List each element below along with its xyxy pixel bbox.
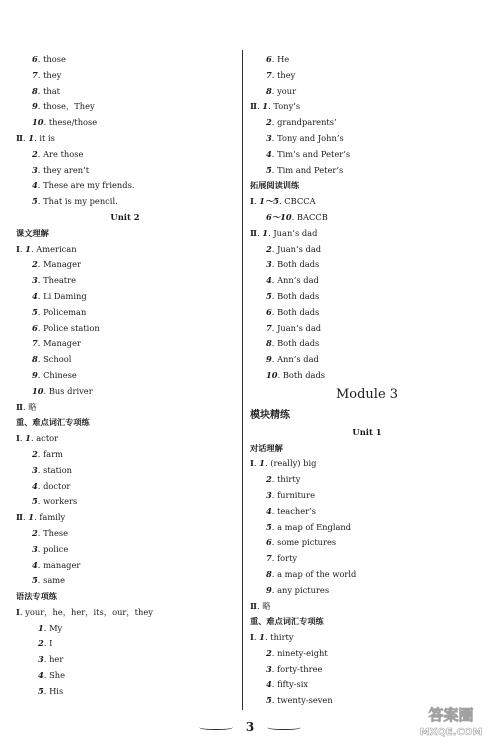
answer-line: 7. they [32, 69, 62, 80]
item-number: 2 [32, 448, 38, 459]
answer-line: 4. Ann’s dad [266, 275, 319, 286]
answer-line: Ⅱ. 1. Tony’s [250, 101, 301, 112]
answer-line: 8. your [266, 85, 297, 96]
answer-text: Policeman [43, 306, 87, 317]
answer-text: they aren’t [43, 164, 90, 175]
answer-line: 3. station [32, 464, 72, 475]
answer-text: She [49, 670, 65, 681]
answer-text: they [43, 69, 62, 80]
item-number: 3 [32, 275, 38, 286]
answer-text: manager [43, 559, 81, 570]
answer-text: These are my friends. [43, 180, 135, 191]
item-number: 1 [262, 227, 269, 238]
item-number: 6 [266, 537, 272, 548]
answer-line: 9. those，They [32, 101, 95, 112]
answer-line: 5. same [32, 575, 66, 586]
answer-line: 4. teacher’s [266, 505, 317, 516]
answer-text: farm [43, 448, 63, 459]
answer-text: family [39, 512, 66, 523]
answer-text: teacher’s [277, 505, 317, 516]
item-number: 1 [28, 132, 35, 143]
answer-text: Juan’s dad [277, 322, 322, 333]
answer-line: Ⅱ. 略 [16, 401, 37, 412]
item-number: 1 [38, 622, 44, 633]
answer-text: Tony and John’s [277, 132, 344, 143]
answer-text: Both dads [277, 338, 320, 349]
answer-text: they [277, 69, 296, 80]
item-number: 9 [266, 354, 272, 365]
answer-line: 5. Both dads [266, 290, 320, 301]
answer-text: That is my pencil. [43, 196, 118, 207]
answer-text: actor [36, 433, 59, 444]
item-number: 8 [266, 85, 272, 96]
answer-text: that [43, 85, 61, 96]
item-number: 3 [266, 489, 272, 500]
answer-text: Li Daming [43, 290, 87, 301]
answer-text: Theatre [43, 275, 77, 286]
answer-text: some pictures [277, 537, 337, 548]
answer-line: 7. forty [266, 553, 298, 564]
answer-line: 3. furniture [266, 489, 315, 500]
item-number: 5 [32, 196, 38, 207]
answer-line: Ⅰ. 1. thirty [250, 632, 294, 643]
answer-text: same [43, 575, 66, 586]
answer-text: ninety-eight [277, 647, 328, 658]
answer-text: Both dads [277, 259, 320, 270]
item-number: 2 [266, 243, 272, 254]
section-numeral: Ⅰ [250, 458, 254, 469]
item-number: 1 [259, 632, 265, 643]
section-heading: 重、难点词汇专项练 [16, 417, 90, 428]
answer-text: Manager [43, 338, 81, 349]
left-ornament-icon [199, 723, 233, 730]
answer-text: Manager [43, 259, 81, 270]
answer-line: 6. some pictures [266, 537, 337, 548]
item-number: 8 [266, 568, 272, 579]
answer-line: 2. thirty [266, 474, 301, 485]
answer-line: 7. they [266, 69, 296, 80]
answer-text: her [49, 654, 64, 665]
answer-text: those [43, 54, 66, 64]
item-number: 5 [266, 695, 272, 706]
item-number: 3 [266, 132, 272, 143]
item-number: 4 [32, 480, 38, 491]
answer-line: 1. My [38, 622, 63, 633]
item-number: 1 [259, 458, 265, 469]
section-numeral: Ⅱ [250, 227, 257, 238]
answer-line: 4. fifty-six [266, 679, 309, 690]
answer-text: forty [277, 553, 298, 564]
answer-text: CBCCA [284, 196, 316, 207]
answer-line: 9. Ann’s dad [266, 354, 319, 365]
section-numeral: Ⅱ [16, 401, 23, 412]
answer-text: Tony’s [273, 101, 301, 112]
answer-line: Ⅰ. 1. American [16, 243, 77, 254]
item-number: 8 [266, 338, 272, 349]
answer-text: Juan’s dad [277, 243, 322, 254]
column-divider [242, 50, 243, 710]
item-number: 4 [266, 148, 272, 159]
item-number: 4 [266, 275, 272, 286]
answer-text: Both dads [277, 306, 320, 317]
item-number: 1～5 [259, 196, 280, 207]
answer-line: 5. Tim and Peter’s [266, 164, 344, 175]
watermark-logo-icon [410, 703, 492, 739]
svg-text:答案圈: 答案圈 [428, 706, 474, 724]
answer-line: 8. Both dads [266, 338, 320, 349]
answer-line: 10. Both dads [266, 369, 326, 380]
answer-text: these/those [48, 117, 98, 128]
item-number: 9 [32, 369, 38, 380]
item-number: 1 [262, 101, 269, 112]
answer-line: 5. That is my pencil. [32, 196, 118, 207]
answer-line: 4. She [38, 670, 65, 681]
unit-title: Unit 2 [110, 211, 140, 222]
section-numeral: Ⅱ [16, 132, 23, 143]
item-number: 9 [32, 101, 38, 112]
answer-line: 9. any pictures [266, 584, 330, 595]
item-number: 4 [32, 559, 38, 570]
answer-text: any pictures [277, 584, 330, 595]
answer-text: Are those [43, 148, 84, 159]
item-number: 7 [266, 322, 272, 333]
answer-text: He [277, 54, 290, 64]
answer-line: 3. her [38, 654, 64, 665]
item-number: 10 [266, 369, 278, 380]
answer-text: American [36, 243, 77, 254]
item-number: 2 [32, 148, 38, 159]
answer-text: it is [39, 132, 55, 143]
answer-line: 3. police [32, 543, 69, 554]
item-number: 5 [32, 306, 38, 317]
section-numeral: Ⅰ [16, 606, 20, 617]
answer-line: 2. These [32, 527, 69, 538]
item-number: 10 [32, 385, 44, 396]
page-number: 3 [245, 720, 255, 734]
section-heading: 拓展阅读训练 [250, 180, 300, 191]
item-number: 9 [266, 584, 272, 595]
answer-text: station [43, 464, 72, 475]
answer-text: those，They [43, 101, 95, 112]
section-heading: 模块精练 [250, 409, 290, 421]
answer-line: 3. they aren’t [32, 164, 90, 175]
answer-text: furniture [277, 489, 315, 500]
item-number: 3 [38, 654, 44, 665]
answer-text: police [43, 543, 69, 554]
answer-line: 2. ninety-eight [266, 647, 328, 658]
answer-line: 5. workers [32, 496, 78, 507]
answer-text: thirty [270, 632, 294, 643]
item-number: 4 [266, 505, 272, 516]
answer-line: 6. those [32, 54, 66, 64]
item-number: 5 [32, 496, 38, 507]
answer-line: Ⅱ. 1. Juan’s dad [250, 227, 318, 238]
item-number: 2 [266, 647, 272, 658]
answer-text: Ann’s dad [277, 275, 319, 286]
item-number: 1 [28, 512, 35, 523]
item-number: 1 [25, 433, 31, 444]
answer-line: Ⅰ. 1. actor [16, 433, 59, 444]
item-number: 5 [32, 575, 38, 586]
item-number: 7 [266, 69, 272, 80]
item-number: 7 [32, 338, 38, 349]
answer-text: My [49, 622, 63, 633]
answer-text: His [49, 685, 64, 696]
answer-line: Ⅱ. 略 [250, 600, 271, 611]
answer-text: Chinese [43, 369, 77, 380]
answer-line: 2. grandparents’ [266, 117, 337, 128]
answer-text: (really) big [270, 458, 317, 469]
answer-line: 5. a map of England [266, 521, 352, 532]
right-ornament-icon [267, 723, 301, 730]
answer-line: 6. Both dads [266, 306, 320, 317]
answer-line: 6. He [266, 54, 290, 64]
answer-text: Tim’s and Peter’s [277, 148, 351, 159]
answer-text: Juan’s dad [273, 227, 318, 238]
section-numeral: Ⅱ [250, 600, 257, 611]
right-column [250, 52, 484, 709]
answer-line: 5. His [38, 685, 64, 696]
answer-line: 2. I [38, 638, 53, 649]
answer-line: 3. Theatre [32, 275, 77, 286]
item-number: 7 [32, 69, 38, 80]
answer-line: 4. doctor [32, 480, 71, 491]
answer-text: Both dads [282, 369, 326, 380]
item-number: 6 [32, 322, 38, 333]
item-number: 4 [266, 679, 272, 690]
answer-line: 4. Li Daming [32, 290, 87, 301]
item-number: 5 [38, 685, 44, 696]
section-numeral: Ⅰ [250, 196, 254, 207]
answer-line: 6. Police station [32, 322, 100, 333]
item-number: 4 [32, 180, 38, 191]
item-number: 8 [32, 85, 38, 96]
answer-line: 2. farm [32, 448, 63, 459]
answer-line: Ⅰ. 1～5. CBCCA [250, 196, 316, 207]
answer-text: 略 [28, 401, 37, 412]
answer-text: These [43, 527, 69, 538]
answer-text: workers [43, 496, 78, 507]
item-number: 3 [32, 164, 38, 175]
answer-line: 8. a map of the world [266, 568, 357, 579]
answer-line: 9. Chinese [32, 369, 77, 380]
answer-line: 5. twenty-seven [266, 695, 333, 706]
answer-line: 2. Juan’s dad [266, 243, 322, 254]
answer-text: 略 [262, 600, 271, 611]
answer-line: Ⅰ. 1. (really) big [250, 458, 317, 469]
answer-text: I [49, 638, 53, 649]
answer-line: 4. Tim’s and Peter’s [266, 148, 351, 159]
answer-line: Ⅱ. 1. it is [16, 132, 55, 143]
section-heading: 语法专项练 [16, 591, 57, 602]
answer-line: 6～10. BACCB [266, 211, 328, 222]
answer-text: a map of England [277, 521, 352, 532]
answer-text: Tim and Peter’s [277, 164, 344, 175]
item-number: 2 [38, 638, 44, 649]
item-number: 5 [266, 164, 272, 175]
section-numeral: Ⅱ [16, 512, 23, 523]
answer-line: 7. Manager [32, 338, 81, 349]
item-number: 1 [25, 243, 31, 254]
item-number: 2 [266, 117, 272, 128]
section-numeral: Ⅰ [250, 632, 254, 643]
item-number: 5 [266, 521, 272, 532]
section-heading: 重、难点词汇专项练 [250, 616, 324, 627]
answer-text: your，he，her，its，our，they [25, 606, 153, 617]
item-number: 2 [32, 259, 38, 270]
section-heading: 对话理解 [250, 442, 283, 453]
item-number: 3 [266, 259, 272, 270]
answer-line: 3. forty-three [266, 663, 323, 674]
answer-text: doctor [43, 480, 71, 491]
answer-line: 8. School [32, 354, 72, 365]
item-number: 3 [266, 663, 272, 674]
module-title: Module 3 [335, 386, 399, 402]
section-numeral: Ⅰ [16, 433, 20, 444]
answer-text: Police station [43, 322, 100, 333]
item-number: 3 [32, 464, 38, 475]
item-number: 2 [32, 527, 38, 538]
answer-text: BACCB [296, 211, 328, 222]
answer-text: Ann’s dad [277, 354, 319, 365]
answer-line: 4. manager [32, 559, 81, 570]
item-number: 6～10 [266, 211, 292, 222]
item-number: 7 [266, 553, 272, 564]
answer-line: 8. that [32, 85, 61, 96]
item-number: 6 [32, 54, 38, 64]
unit-title: Unit 1 [352, 426, 382, 437]
answer-text: a map of the world [277, 568, 357, 579]
answer-text: twenty-seven [277, 695, 333, 706]
item-number: 3 [32, 543, 38, 554]
answer-line: 10. these/those [32, 117, 98, 128]
answer-text: Both dads [277, 290, 320, 301]
answer-text: thirty [277, 474, 301, 485]
svg-text:MXQE.COM: MXQE.COM [419, 727, 483, 738]
item-number: 5 [266, 290, 272, 301]
left-column [16, 52, 234, 700]
answer-text: School [43, 354, 72, 365]
item-number: 4 [32, 290, 38, 301]
answer-line: 2. Are those [32, 148, 84, 159]
section-numeral: Ⅰ [16, 243, 20, 254]
item-number: 6 [266, 54, 272, 64]
answer-line: Ⅱ. 1. family [16, 512, 66, 523]
section-numeral: Ⅱ [250, 101, 257, 112]
answer-line: 4. These are my friends. [32, 180, 135, 191]
answer-line: 2. Manager [32, 259, 81, 270]
item-number: 6 [266, 306, 272, 317]
answer-line: 5. Policeman [32, 306, 87, 317]
answer-line: 10. Bus driver [32, 385, 93, 396]
answer-text: Bus driver [48, 385, 93, 396]
answer-text: forty-three [277, 663, 323, 674]
answer-line: 3. Both dads [266, 259, 320, 270]
section-heading: 课文理解 [16, 227, 49, 238]
item-number: 10 [32, 117, 44, 128]
item-number: 4 [38, 670, 44, 681]
answer-line: 3. Tony and John’s [266, 132, 344, 143]
answer-text: your [277, 85, 297, 96]
item-number: 8 [32, 354, 38, 365]
answer-text: fifty-six [277, 679, 309, 690]
item-number: 2 [266, 474, 272, 485]
answer-text: grandparents’ [277, 117, 337, 128]
answer-line: 7. Juan’s dad [266, 322, 322, 333]
answer-line: Ⅰ. your，he，her，its，our，they [16, 606, 153, 617]
